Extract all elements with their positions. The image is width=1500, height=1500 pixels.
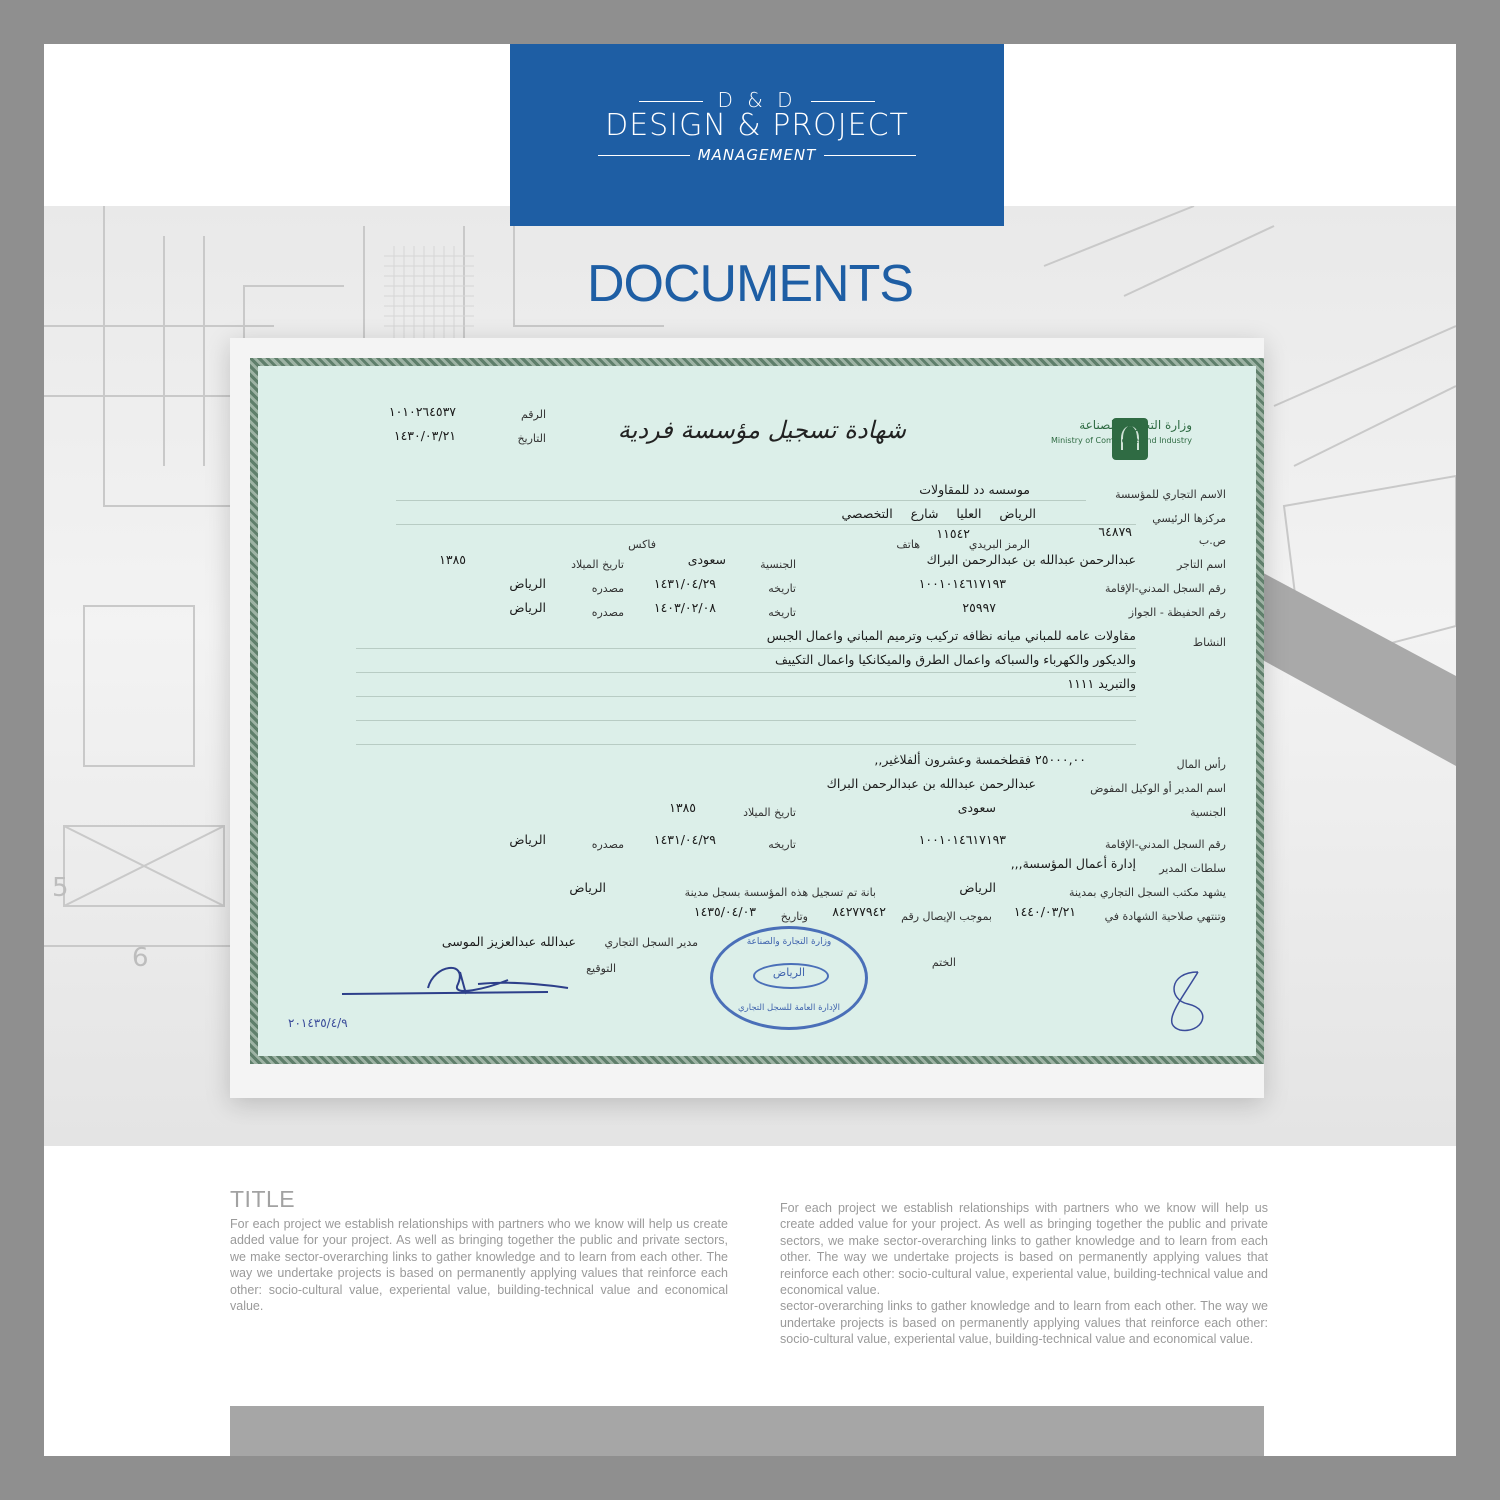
signature-icon: [338, 954, 578, 1004]
activity-line-2: والديكور والكهرباء والسباكه واعمال الطرق والميكانكيا واعمال التكييف: [774, 652, 1136, 667]
manager-civil: ١٠٠١٠١٤٦١٧١٩٣: [918, 832, 1006, 847]
capital-value: ٢٥٠٠٠,٠٠ فقطخمسة وعشرون ألفلاغير,,: [874, 752, 1086, 767]
hq-label: مركزها الرئيسي: [1152, 512, 1226, 525]
manager-civil-date-label: تاريخه: [768, 838, 796, 851]
receipt-label: بموجب الإيصال رقم: [901, 910, 992, 923]
passport-source-value: الرياض: [509, 600, 546, 615]
merchant-name: عبدالرحمن عبدالله بن عبدالرحمن البراك: [926, 552, 1136, 567]
logo-rule-left: [639, 101, 703, 102]
zip-label: الرمز البريدي: [968, 538, 1030, 551]
phone-label: هاتف: [896, 538, 920, 551]
powers-label: سلطات المدير: [1159, 862, 1226, 875]
number-label: الرقم: [520, 408, 546, 421]
expiry-date: ١٤٤٠/٠٣/٢١: [1013, 904, 1076, 919]
logo-sub-rule-left: [598, 155, 690, 156]
fax-label: فاكس: [628, 538, 656, 551]
logo-name: DESIGN & PROJECT: [605, 108, 909, 143]
manager-nationality-label: الجنسية: [1190, 806, 1226, 819]
receipt-date-label: وتاريخ: [780, 910, 808, 923]
passport-label: رقم الحفيظة - الجواز: [1128, 606, 1226, 619]
logo-rule-right: [811, 101, 875, 102]
hq-value: الرياض العليا شارع التخصصي: [841, 506, 1036, 521]
manager-civil-label: رقم السجل المدني-الإقامة: [1104, 838, 1226, 851]
trade-name: موسسه دد للمقاولات: [919, 482, 1030, 497]
receipt-date: ١٤٣٥/٠٤/٠٣: [693, 904, 756, 919]
number-value: ١٠١٠٢٦٤٥٣٧: [388, 404, 456, 419]
civil-label: رقم السجل المدني-الإقامة: [1104, 582, 1226, 595]
zip-value: ١١٥٤٢: [936, 526, 970, 541]
seal-label: الختم: [931, 956, 956, 969]
manager-source: الرياض: [509, 832, 546, 847]
trade-name-label: الاسم التجاري للمؤسسة: [1115, 488, 1226, 501]
civil-date-label: تاريخه: [768, 582, 796, 595]
stamp-center-text: الرياض: [772, 966, 806, 979]
manager-source-label: مصدره: [591, 838, 624, 851]
logo-mark: D & D: [717, 88, 797, 112]
manager-civil-date: ١٤٣١/٠٤/٢٩: [653, 832, 716, 847]
passport-source-label: مصدره: [591, 606, 624, 619]
manager-birth-label: تاريخ الميلاد: [743, 806, 796, 819]
manager-name: عبدالرحمن عبدالله بن عبدالرحمن البراك: [826, 776, 1036, 791]
ruler-digit-6: 6: [132, 943, 149, 973]
passport-value: ٢٥٩٩٧: [962, 600, 996, 615]
date-value: ١٤٣٠/٠٣/٢١: [393, 428, 456, 443]
certificate-frame: [230, 338, 1264, 1098]
director-label: مدير السجل التجاري: [604, 936, 698, 949]
merchant-label: اسم التاجر: [1176, 558, 1226, 571]
activity-line-3: والتبريد ١١١١: [1067, 676, 1136, 691]
ruler-digit-5: 5: [52, 873, 69, 903]
official-stamp: [710, 926, 868, 1030]
civil-date-value: ١٤٣١/٠٤/٢٩: [653, 576, 716, 591]
activity-line-1: مقاولات عامه للمباني ميانه نظافه تركيب وترميم المباني واعمال الجبس: [766, 628, 1136, 643]
logo-sub: MANAGEMENT: [697, 146, 817, 164]
paragraph-right-2: sector-overarching links to gather knowledge and to learn from each other. The way we undertake projects is based on permanently applying values that reinforce each other: socio-cultural value, experiental value, building-technical value and economical value.: [780, 1299, 1268, 1347]
certify-text: يشهد مكتب السجل التجاري بمدينة: [1068, 886, 1226, 899]
certify-city-2: الرياض: [569, 880, 606, 895]
receipt-number: ٨٤٢٧٧٩٤٢: [832, 904, 886, 919]
certify-city: الرياض: [959, 880, 996, 895]
paragraph-left: For each project we establish relationships with partners who we know will help us create added value for your project. As well as bringing together the public and private sectors, we make sector-overarching links to gather knowledge and to learn from each other. The way we undertake projects is based on permanently applying values that reinforce each other: socio-cultural value, experiental value, building-technical value and economical value.: [230, 1217, 728, 1314]
section-title: TITLE: [230, 1186, 296, 1212]
nationality-value: سعودى: [687, 552, 726, 567]
handwritten-mark-icon: [1158, 966, 1218, 1036]
po-value: ٦٤٨٧٩: [1098, 524, 1132, 539]
passport-date-label: تاريخه: [768, 606, 796, 619]
document-page: [44, 44, 1456, 1456]
company-logo: [510, 44, 1004, 226]
capital-label: رأس المال: [1176, 758, 1226, 771]
handwritten-date: ٢٠١٤٣٥/٤/٩: [288, 1016, 348, 1030]
logo-sub-rule-right: [824, 155, 916, 156]
po-label: ص.ب: [1198, 534, 1226, 547]
footer-bar: [230, 1406, 1264, 1456]
activity-label: النشاط: [1192, 636, 1226, 649]
ministry-name-en: Ministry of Commerce and Industry: [1050, 436, 1192, 445]
manager-nationality: سعودى: [957, 800, 996, 815]
source-value: الرياض: [509, 576, 546, 591]
civil-value: ١٠٠١٠١٤٦١٧١٩٣: [918, 576, 1006, 591]
ministry-name-ar: وزارة التجارة والصناعة: [1079, 418, 1192, 432]
powers-value: إدارة أعمال المؤسسة,,,: [1010, 856, 1136, 871]
paragraph-right-1: For each project we establish relationships with partners who we know will help us create added value for your project. As well as bringing together the public and private sectors, we make sector-overarching links to gather knowledge and to learn from each other. The way we undertake projects is based on permanently applying values that reinforce each other: socio-cultural value, experiental value, building-technical value and economical value.: [780, 1201, 1268, 1298]
manager-birth: ١٣٨٥: [669, 800, 696, 815]
birth-value: ١٣٨٥: [439, 552, 466, 567]
director-name: عبدالله عبدالعزيز الموسى: [441, 934, 576, 949]
stamp-top-text: وزارة التجارة والصناعة: [746, 937, 832, 947]
registration-certificate: [258, 366, 1256, 1056]
paragraph-right: [780, 1200, 1268, 1348]
birth-label: تاريخ الميلاد: [571, 558, 624, 571]
date-label: التاريخ: [517, 432, 546, 445]
stamp-bottom-text: الإدارة العامة للسجل التجاري: [737, 1003, 841, 1013]
certify-text-2: بانة تم تسجيل هذه المؤسسة بسجل مدينة: [684, 886, 876, 899]
signature-label: التوقيع: [586, 962, 616, 975]
manager-label: اسم المدير أو الوكيل المفوض: [1090, 782, 1226, 795]
source-label: مصدره: [591, 582, 624, 595]
nationality-label: الجنسية: [760, 558, 796, 571]
expiry-text: وتنتهي صلاحية الشهادة في: [1104, 910, 1226, 923]
certificate-heading: شهادة تسجيل مؤسسة فردية: [617, 416, 906, 444]
page-title: DOCUMENTS: [586, 255, 914, 313]
passport-date-value: ١٤٠٣/٠٢/٠٨: [653, 600, 716, 615]
